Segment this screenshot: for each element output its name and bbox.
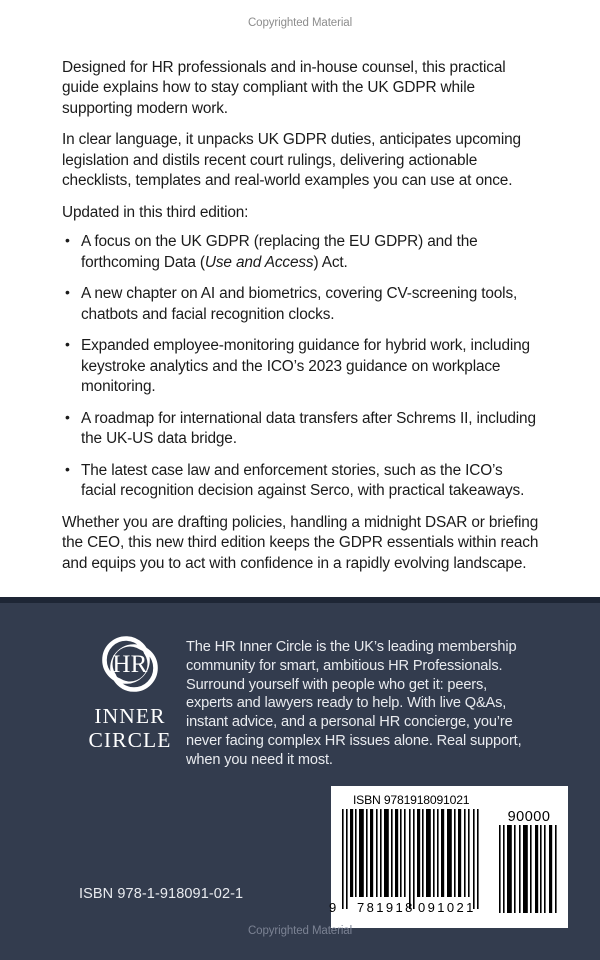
edition-updates-list [62,232,540,501]
bullet-text-before: A new chapter on AI and biometrics, covering CV-screening tools, chatbots and facial recognition clocks. [81,285,518,323]
blurb-paragraph-closing: Whether you are drafting policies, handling a midnight DSAR or briefing the CEO, this new third edition keeps the GDPR essentials within reach and equips you to act with confidence in a rapidly evolving landscape. [62,513,539,572]
blurb-paragraph-1: Designed for HR professionals and in-house counsel, this practical guide explains how to stay compliant with the UK GDPR while supporting modern work. [62,59,506,117]
list-item [62,284,540,325]
back-cover-blurb [62,58,540,585]
barcode-row [329,809,559,915]
membership-description: The HR Inner Circle is the UK’s leading membership community for smart, ambitious HR Professionals. Surround yourself with people who get it: peers, experts and lawyers ready to help. With live Q&As, instant advice, and a personal HR concierge, you’re never facing complex HR issues alone. Real support, when you need it most. [186,639,522,768]
copyrighted-material-watermark-bottom: Copyrighted Material [247,925,353,937]
bullet-text-italic: Use and Access [204,253,314,271]
list-item [62,461,540,502]
isbn-print-text: ISBN 978-1-918091-02-1 [79,886,244,902]
list-item [62,409,540,450]
logo-word-inner: INNER [94,704,166,728]
hr-circle-icon [72,630,188,702]
bullet-text-before: A roadmap for international data transfers after Schrems II, including the UK-US data bridge. [81,409,536,448]
hr-inner-circle-logo [72,630,188,752]
svg-text:HR: HR [112,651,148,678]
ean13-human-readable-digits [329,900,486,915]
isbn-barcode-block [331,786,568,928]
logo-wordmark [72,704,188,752]
copyrighted-material-watermark-top: Copyrighted Material [247,17,353,29]
ean-right-group: 091021 [418,900,476,915]
ean13-barcode-icon [329,809,486,915]
logo-word-circle: CIRCLE [88,728,172,753]
addon-digits-label: 90000 [507,809,551,825]
ean-left-group: 781918 [357,900,415,915]
blurb-paragraph-2: In clear language, it unpacks UK GDPR duties, anticipates upcoming legislation and distils recent court rulings, delivering actionable checklists, templates and real-world examples you can use at once. [62,131,521,190]
ean-lead-digit: 9 [329,900,337,915]
list-item [62,232,540,273]
barcode-isbn-caption: ISBN 9781918091021 [353,793,470,807]
bullet-text-before: The latest case law and enforcement stories, such as the ICO’s facial recognition decision against Serco, with practical takeaways. [81,461,525,500]
list-item [62,336,540,397]
blurb-lead-in: Updated in this third edition: [62,203,249,221]
panel-top-edge [0,597,600,603]
bullet-text-before: Expanded employee-monitoring guidance for hybrid work, including keystroke analytics and the ICO’s 2023 guidance on workplace monitoring. [81,337,530,396]
ean5-addon-barcode-icon [498,809,560,913]
bullet-text-before: A focus on the UK GDPR (replacing the EU GDPR) and the forthcoming Data ( [81,233,478,271]
bullet-text-after: ) Act. [313,253,348,271]
